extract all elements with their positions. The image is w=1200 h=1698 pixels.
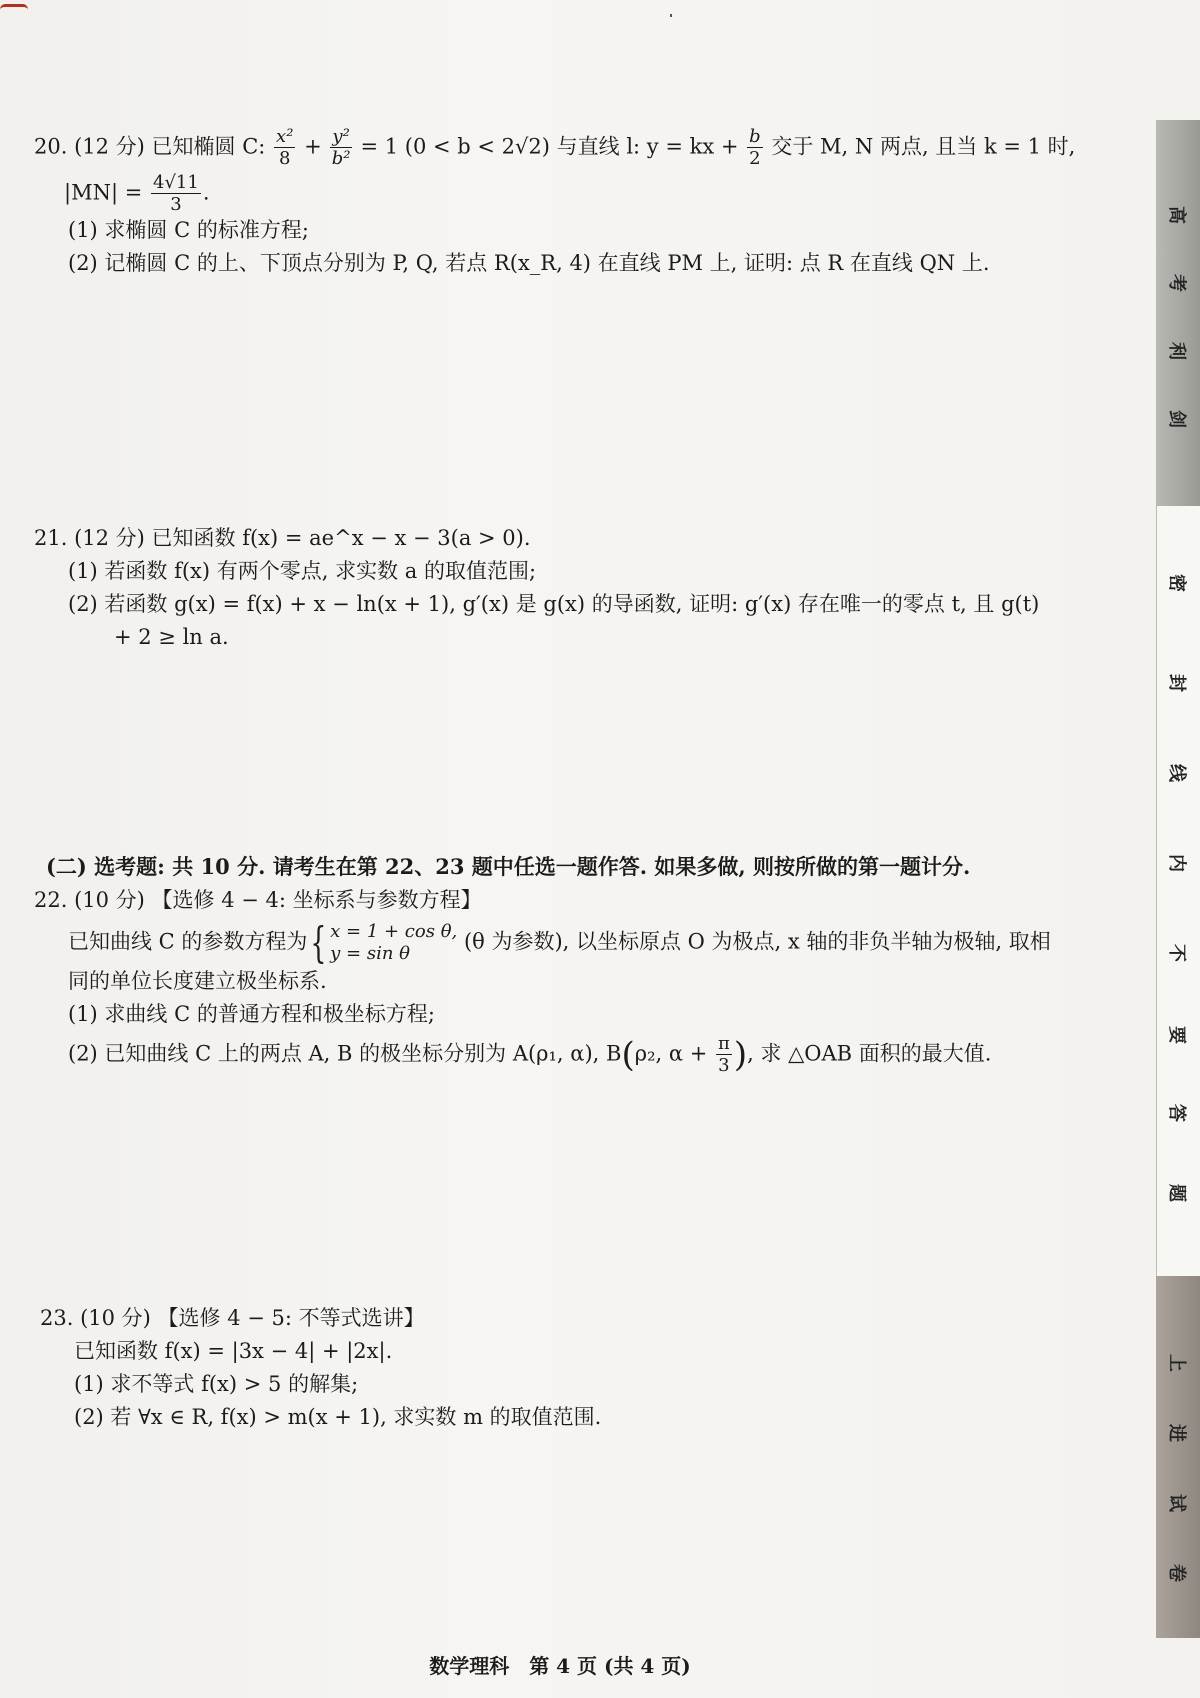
strip-char: 密 xyxy=(1166,574,1187,592)
strip-char: 利 xyxy=(1166,342,1187,360)
q23-part1: (1) 求不等式 f(x) > 5 的解集; xyxy=(74,1372,359,1396)
strip-char: 要 xyxy=(1166,1026,1187,1044)
q20-mid: = 1 (0 < b < 2√2) 与直线 l: y = kx + xyxy=(360,134,739,159)
q20-part1: (1) 求椭圆 C 的标准方程; xyxy=(68,218,309,242)
q20-part2: (2) 记椭圆 C 的上、下顶点分别为 P, Q, 若点 R(x_R, 4) 在直线 PM 上, 证明: 点 R 在直线 QN 上. xyxy=(68,251,990,275)
q22-part1: (1) 求曲线 C 的普通方程和极坐标方程; xyxy=(68,1002,435,1026)
q22-part2: (2) 已知曲线 C 上的两点 A, B 的极坐标分别为 A(ρ₁, α), B(ρ₂, α + $\frac{\pi}{3}$ ), 求 △OAB 面积的最大值. xyxy=(68,1033,992,1076)
question-20 xyxy=(34,128,1075,280)
strip-char: 剑 xyxy=(1166,410,1187,428)
strip-char: 内 xyxy=(1166,854,1187,872)
strip-char: 高 xyxy=(1166,206,1187,224)
q20-lead: 20. (12 分) 已知椭圆 C: xyxy=(34,134,266,159)
q20-line1: 20. (12 分) 已知椭圆 C: $\frac{\text{x²}}{8}$ + $\frac{\text{y²}}{\text{b²}}$ = 1 (0 < b < 2√2) 与直线 l: y = kx + $\frac{b}{2}$ 交于 M, N 两点, 且当 k = 1 时, xyxy=(34,126,1076,169)
question-22 xyxy=(34,884,1051,1075)
q21-part2b: + 2 ≥ ln a. xyxy=(114,625,229,649)
q22-intro-line2: 同的单位长度建立极坐标系. xyxy=(68,969,327,993)
strip-char: 上 xyxy=(1166,1354,1187,1372)
q20-mn: |MN| = xyxy=(64,180,143,205)
q23-intro: 已知函数 f(x) = |3x − 4| + |2x|. xyxy=(74,1339,393,1363)
q21-part1: (1) 若函数 f(x) 有两个零点, 求实数 a 的取值范围; xyxy=(68,559,537,583)
strip-band-top xyxy=(1156,120,1200,506)
binding-strip xyxy=(1156,120,1200,1638)
q20-line2: |MN| = $\frac{4√11}{3}$ . xyxy=(64,172,210,215)
page-footer: 数学理科 第 4 页 (共 4 页) xyxy=(429,1654,691,1678)
strip-char: 试 xyxy=(1166,1494,1187,1512)
question-23 xyxy=(40,1302,601,1434)
strip-char: 线 xyxy=(1166,764,1187,782)
strip-char: 进 xyxy=(1166,1424,1187,1442)
q22-lead: 22. (10 分) 【选修 4 − 4: 坐标系与参数方程】 xyxy=(34,888,482,912)
q23-part2: (2) 若 ∀x ∈ R, f(x) > m(x + 1), 求实数 m 的取值范围. xyxy=(74,1405,602,1429)
q23-lead: 23. (10 分) 【选修 4 − 5: 不等式选讲】 xyxy=(40,1306,425,1330)
strip-char: 答 xyxy=(1166,1104,1187,1122)
question-21 xyxy=(34,522,1039,654)
q20-frac-mn: $\frac{4√11}{3}$ xyxy=(153,172,199,215)
q21-lead: 21. (12 分) 已知函数 f(x) = ae^x − x − 3(a > 0). xyxy=(34,526,531,550)
strip-char: 封 xyxy=(1166,674,1187,692)
q20-frac-x: $\frac{\text{x²}}{8}$ xyxy=(276,126,294,169)
section-2-heading: (二) 选考题: 共 10 分. 请考生在第 22、23 题中任选一题作答. 如果多做, 则按所做的第一题计分. xyxy=(46,854,971,879)
strip-char: 卷 xyxy=(1166,1564,1187,1582)
q20-tail: 交于 M, N 两点, 且当 k = 1 时, xyxy=(771,134,1076,159)
q21-part2a: (2) 若函数 g(x) = f(x) + x − ln(x + 1), g′(x) 是 g(x) 的导函数, 证明: g′(x) 存在唯一的零点 t, 且 g(t) xyxy=(68,592,1040,616)
brace-symbol: { xyxy=(310,918,327,967)
q22-param-system: x = 1 + cos θ, y = sin θ xyxy=(330,921,458,964)
q22-frac-pi: $\frac{\pi}{3}$ xyxy=(717,1033,730,1076)
q20-frac-b: $\frac{b}{2}$ xyxy=(749,126,761,169)
strip-band-middle xyxy=(1156,506,1200,1276)
strip-char: 题 xyxy=(1166,1184,1187,1202)
q20-frac-y: $\frac{\text{y²}}{\text{b²}}$ xyxy=(331,126,351,169)
strip-char: 考 xyxy=(1166,274,1187,292)
strip-char: 不 xyxy=(1166,944,1187,962)
q22-intro-line1: 已知曲线 C 的参数方程为{ x = 1 + cos θ, y = sin θ (θ 为参数), 以坐标原点 O 为极点, x 轴的非负半轴为极轴, 取相 xyxy=(68,918,1051,967)
